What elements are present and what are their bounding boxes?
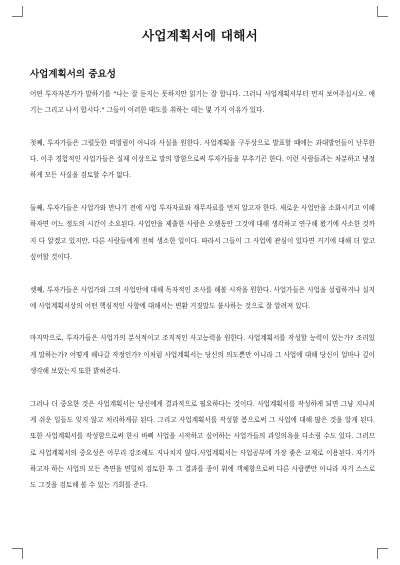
paragraph-intro: 어떤 투자자본가가 말하기를 "나는 잘 듣지는 못하지만 읽기는 잘 합니다. 그러니 사업계획서부터 먼저 보여주십시오. 얘기는 그리고 나서 합시다." 그들이 이러한 태도를 취하는 데는 몇 가지 이유가 있다. (30, 90, 375, 115)
paragraph-last: 마지막으로, 투자가들은 사업가의 분석적이고 조직적인 사고능력을 원한다. 사업계획서를 작성할 능력이 있는가? 조리있게 말하는가? 어떻게 해나갈 작정인가? 이처럼 사업계획서는 당신의 의도뿐만 아니라 그 사업에 대해 당신이 얼마나 깊이 생각해 보았는지 또한 밝혀준다. (30, 334, 375, 376)
section-heading: 사업계획서의 중요성 (30, 69, 116, 80)
crop-mark-top-left (12, 6, 23, 17)
paragraph-third: 셋째, 투자가들은 사업가와 그의 사업안에 대해 독자적인 조사를 해볼 시작을 원한다. 사업가들은 사업을 설립하거나 실지에 사업계획서상의 어떤 핵심적인 사항에 대해서는 변환 거짓말도 불사하는 것으로 잘 알려져 있다. (30, 285, 375, 310)
paragraph-second: 둘째, 투자가들은 사업가와 만나기 전에 사업 투자자료와 재무자료를 먼저 알고자 한다. 새로운 사업안을 소화시키고 이해하자면 어느 정도의 시간이 소요된다. 사업안을 제출한 사람은 오랫동안 그것에 대해 생각하고 연구해 왔기에 사소한 것까지 다 알겠고 있지만, 다른 사람들에게 전혀 생소한 일이다. 따라서 그들이 그 사업에 관심이 있다면 거기에 대해 더 알고 싶어할 것이다. (30, 204, 375, 261)
document-title: 사업계획서에 대해서 (141, 28, 259, 43)
document-body (30, 86, 375, 510)
crop-mark-bottom-left (12, 548, 23, 559)
paragraph-first: 첫째, 투자가들은 그럴듯한 떠벌림이 아니라 사실을 원한다. 사업계획을 구두상으로 발표할 때에는 과대발언들이 난무한다. 이주 경험적인 사업가들은 실제 이상으로 말의 발함으로써 투자가들을 부추기곤 한다. 이런 사람들과는 차분하고 냉정하게 모든 사실을 검토할 수가 없다. (30, 138, 375, 180)
crop-mark-bottom-right (377, 548, 388, 559)
crop-mark-top-right (377, 6, 388, 17)
paragraph-conclusion: 그러나 더 중요한 것은 사업계획서는 당신에게 결과적으로 필요하다는 것이다. 사업계획서를 작성하게 되면 그냥 지나치게 쉬운 일들도 잊지 않고 처리하게끔 된다. 그리고 사업계획서를 작성함 봄으로써 그 사업에 대해 많은 것을 알게 된다. 또한 사업계획서를 작성함으로써 한시 바삐 사업을 시작하고 싶어하는 사업가들의 과잉의욕을 다소림 수도 있다. 그러므로 사업계획서의 중요성은 아무리 강조해도 지나치지 않다.사업계획서는 사업공부에 가장 좋은 교재로 이용된다. 자기가 하고자 하는 사업의 모든 측면을 면밀히 검토한 후 그 결과를 종이 위에 객체함으로써 다른 사람뿐만 아니라 자기 스스로도 그것을 검토해 볼 수 있는 기회를 준다. (30, 399, 375, 490)
